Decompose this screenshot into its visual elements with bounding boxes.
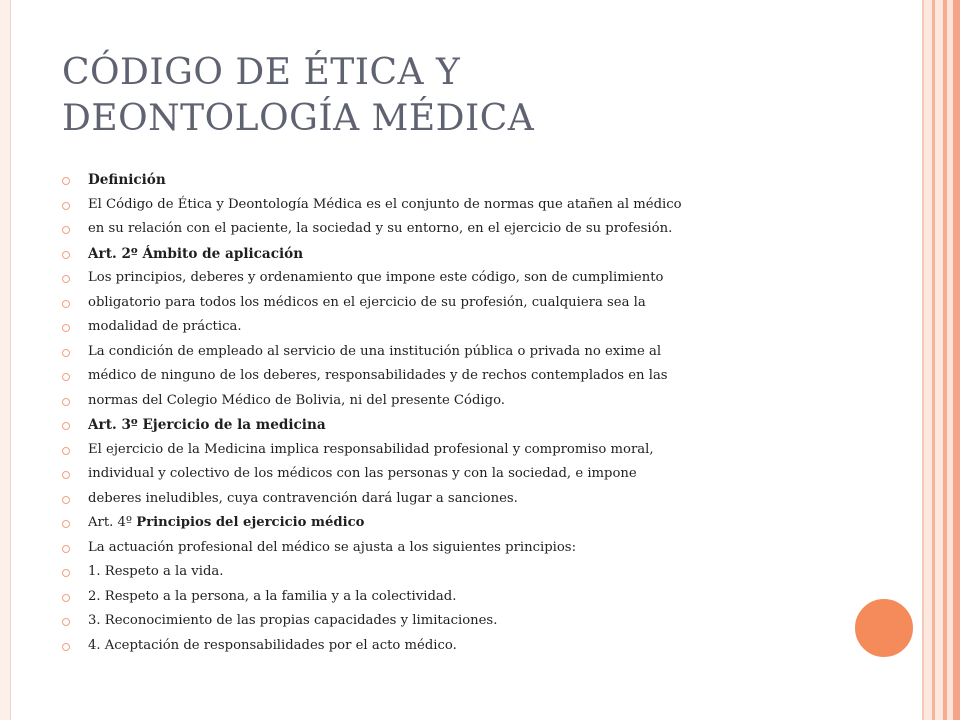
bullet-item: [62, 193, 862, 218]
bullet-item: [62, 291, 862, 316]
bullet-text: 3. Reconocimiento de las propias capacidades y limitaciones.: [88, 613, 498, 628]
title-line-1: CÓDIGO DE ÉTICA Y: [62, 52, 461, 93]
decorative-stripe: [924, 0, 932, 720]
bullet-icon: [62, 177, 70, 185]
bullet-text: deberes ineludibles, cuya contravención dará lugar a sanciones.: [88, 490, 518, 506]
bullet-item: [62, 438, 862, 463]
bullet-icon: [62, 202, 70, 210]
decorative-stripe: [953, 0, 960, 720]
bullet-item: [62, 560, 862, 585]
bullet-prefix: Art. 4º: [88, 515, 137, 530]
bullet-text: 2. Respeto a la persona, a la familia y a la colectividad.: [88, 588, 457, 604]
bullet-text: en su relación con el paciente, la sociedad y su entorno, en el ejercicio de su profesión.: [88, 221, 673, 236]
bullet-item: [62, 413, 862, 438]
bullet-item: [62, 168, 862, 193]
bullet-item: [62, 242, 862, 267]
bullet-icon: [62, 545, 70, 553]
left-border: [0, 0, 10, 720]
bullet-item: [62, 609, 862, 634]
bullet-icon: [62, 398, 70, 406]
title-line-2: DEONTOLOGÍA MÉDICA: [62, 98, 535, 139]
bullet-icon: [62, 471, 70, 479]
bullet-icon: [62, 520, 70, 528]
bullet-list: [62, 168, 862, 658]
bullet-item: [62, 364, 862, 389]
bullet-text: El ejercicio de la Medicina implica responsabilidad profesional y compromiso moral,: [88, 441, 654, 457]
bullet-icon: [62, 226, 70, 234]
bullet-text: Los principios, deberes y ordenamiento que impone este código, son de cumplimiento: [88, 270, 664, 285]
bullet-text: 1. Respeto a la vida.: [88, 564, 224, 579]
bullet-item: [62, 266, 862, 291]
bullet-icon: [62, 496, 70, 504]
bullet-item: [62, 511, 862, 536]
bullet-text: El Código de Ética y Deontología Médica es el conjunto de normas que atañen al médico: [88, 196, 682, 212]
bullet-item: [62, 217, 862, 242]
decorative-circle: [853, 597, 915, 659]
bullet-text: normas del Colegio Médico de Bolivia, ni del presente Código.: [88, 392, 505, 408]
bullet-text: Art. 3º Ejercicio de la medicina: [88, 417, 326, 433]
bullet-icon: [62, 349, 70, 357]
bullet-icon: [62, 618, 70, 626]
bullet-text: Principios del ejercicio médico: [136, 515, 365, 530]
bullet-text: La condición de empleado al servicio de una institución pública o privada no exime al: [88, 343, 662, 359]
bullet-text: Art. 2º Ámbito de aplicación: [88, 245, 304, 262]
bullet-text: modalidad de práctica.: [88, 319, 242, 334]
bullet-icon: [62, 300, 70, 308]
bullet-item: [62, 634, 862, 659]
bullet-item: [62, 536, 862, 561]
bullet-icon: [62, 569, 70, 577]
bullet-item: [62, 585, 862, 610]
bullet-item: [62, 389, 862, 414]
bullet-icon: [62, 594, 70, 602]
bullet-text: 4. Aceptación de responsabilidades por el acto médico.: [88, 637, 457, 653]
bullet-icon: [62, 275, 70, 283]
bullet-text: La actuación profesional del médico se ajusta a los siguientes principios:: [88, 539, 577, 555]
bullet-icon: [62, 422, 70, 430]
bullet-icon: [62, 447, 70, 455]
bullet-icon: [62, 251, 70, 259]
decorative-stripe: [935, 0, 943, 720]
bullet-item: [62, 340, 862, 365]
bullet-item: [62, 462, 862, 487]
bullet-icon: [62, 324, 70, 332]
slide-title: [62, 50, 882, 142]
bullet-text: Definición: [88, 172, 166, 188]
bullet-item: [62, 487, 862, 512]
bullet-item: [62, 315, 862, 340]
bullet-icon: [62, 643, 70, 651]
bullet-icon: [62, 373, 70, 381]
bullet-text: obligatorio para todos los médicos en el ejercicio de su profesión, cualquiera sea la: [88, 294, 646, 310]
bullet-text: individual y colectivo de los médicos con las personas y con la sociedad, e impone: [88, 466, 637, 481]
bullet-text: médico de ninguno de los deberes, responsabilidades y de rechos contemplados en las: [88, 368, 668, 383]
